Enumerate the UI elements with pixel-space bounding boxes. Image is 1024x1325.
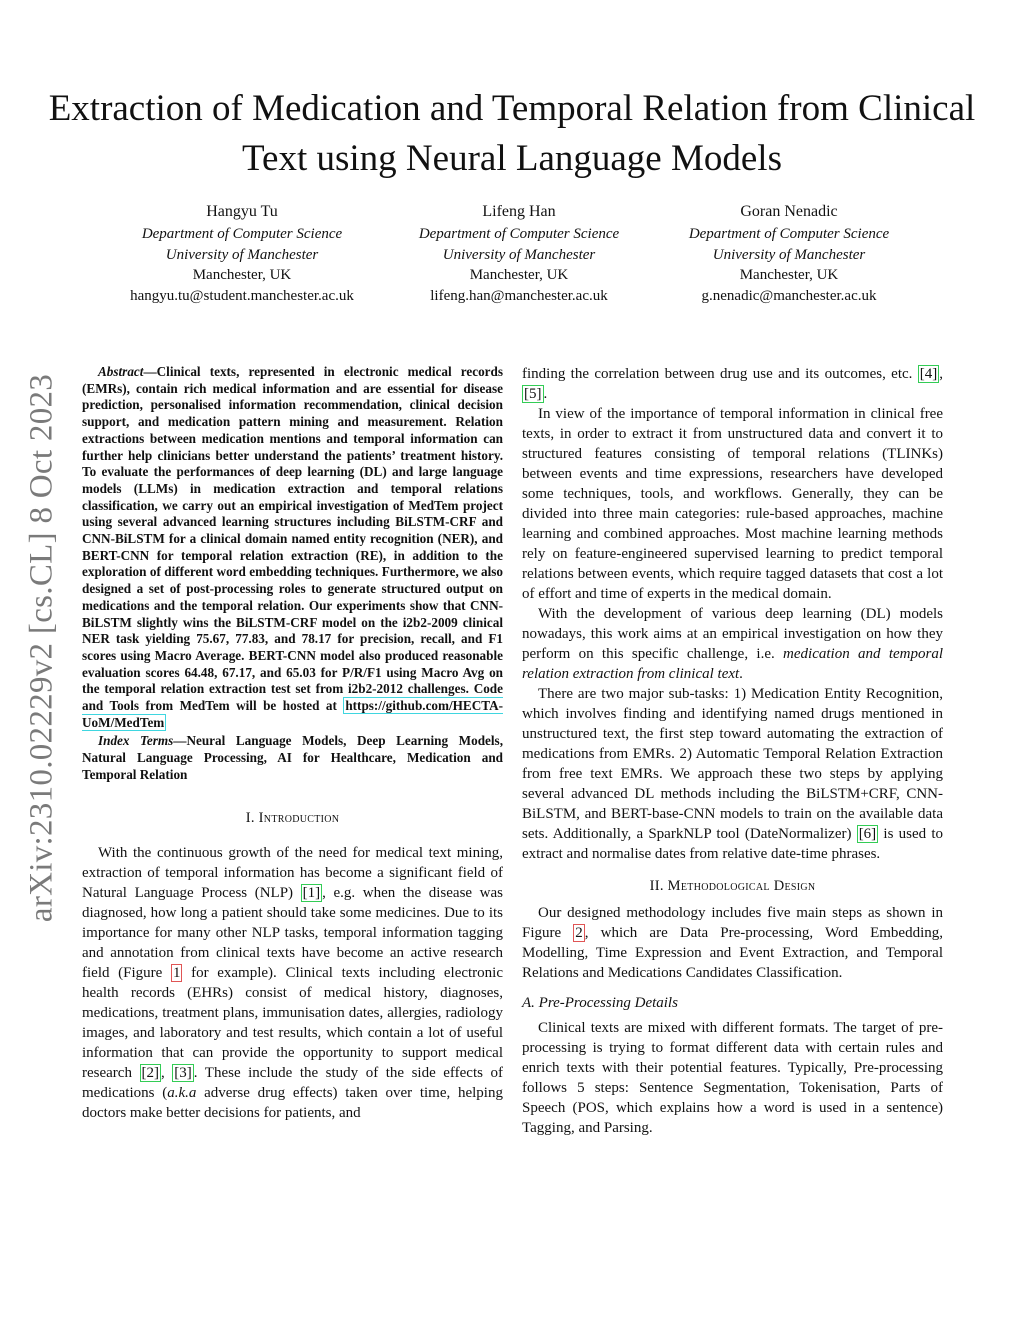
text-run: , which are Data Pre-processing, Word Embedding, Modelling, Time Expression and Event Extraction, and Temporal Relations and Medications Candidates Classification.	[522, 925, 943, 981]
author-name: Goran Nenadic	[740, 203, 838, 220]
author-university: University of Manchester	[165, 246, 319, 263]
author-department: Department of Computer Science	[688, 226, 890, 242]
text-run-italic: a.k.a	[167, 1084, 197, 1101]
right-column	[522, 364, 943, 1138]
abstract	[82, 364, 503, 731]
index-terms-label: Index Terms	[98, 733, 174, 749]
body-paragraph	[522, 684, 943, 864]
body-paragraph: In view of the importance of temporal information in clinical free texts, in order to extract it from unstructured data and convert it to structured features consisting of temporal relations (TLINKs) between events and time expressions, researchers have developed some techniques, tools, and workflows. Generally, they can be divided into three main categories: rule-based approaches, machine learning and combined approaches. Most machine learning methods rely on feature-engineered supervised learning to predict temporal relations between events, which require tagged datasets that cost a lot of effort and time of experts in the medical domain.	[522, 406, 943, 602]
author-email: hangyu.tu@student.manchester.ac.uk	[130, 287, 354, 304]
left-column	[82, 364, 503, 1123]
text-run: adverse drug effects) taken over time, helping doctors make better decisions for patients, and	[82, 1084, 503, 1121]
author-2	[369, 200, 669, 306]
text-run: ,	[161, 1064, 173, 1081]
text-run: .	[739, 666, 743, 682]
code-repository-link[interactable]: https://github.com/HECTA-UoM/MedTem	[82, 698, 503, 730]
author-name: Hangyu Tu	[206, 203, 278, 220]
section-heading-methodology: II. Methodological Design	[649, 878, 816, 894]
citation-link[interactable]: [6]	[858, 826, 877, 842]
introduction-paragraph	[82, 843, 503, 1123]
index-terms	[82, 733, 503, 783]
body-paragraph	[522, 604, 943, 684]
figure-reference-link[interactable]: 2	[575, 925, 583, 941]
text-run: .	[543, 386, 548, 402]
text-run: . These include the study of the side effects of medications (	[82, 1064, 503, 1101]
abstract-text: —Clinical texts, represented in electronic medical records (EMRs), contain rich medical information and are essential for disease prediction, personalised information recommendation, clinical decision support, and medication pattern mining and measurement. Relation extractions between medication mentions and temporal information can further help clinicians better understand the patients’ treatment history. To evaluate the performances of deep learning (DL) and large language models (LLMs) in medication extraction and temporal relations classification, we carry out an empirical investigation of MedTem project using several advanced learning structures including BiLSTM-CRF and CNN-BiLSTM for a clinical domain named entity recognition (NER), and BERT-CNN for temporal relation extraction (RE), in addition to the exploration of different word embedding techniques. Furthermore, we also designed a set of post-processing roles to generate structured output on medications and the temporal relation. Our experiments show that CNN-BiLSTM slightly wins the BiLSTM-CRF model on the i2b2-2009 clinical NER task yielding 75.67, 77.83, and 78.17 for precision, recall, and F1 scores using Macro Average. BERT-CNN model also produced reasonable evaluation scores 64.48, 67.17, and 65.03 for P/R/F1 using Macro Avg on the temporal relation extraction test set from i2b2-2012 challenges. Code and Tools from MedTem will be hosted at	[82, 364, 503, 714]
author-location: Manchester, UK	[739, 267, 839, 283]
author-university: University of Manchester	[442, 246, 596, 263]
author-1	[92, 200, 392, 306]
author-email: g.nenadic@manchester.ac.uk	[701, 287, 877, 304]
citation-link[interactable]: [2]	[141, 1064, 159, 1081]
citation-link[interactable]: [1]	[302, 884, 321, 901]
paper-title: Extraction of Medication and Temporal Relation from Clinical Text using Neural Language Models	[48, 88, 976, 179]
abstract-label: Abstract	[98, 364, 144, 379]
citation-link[interactable]: [5]	[524, 386, 542, 402]
author-department: Department of Computer Science	[418, 226, 620, 242]
text-run: for example). Clinical texts including electronic health records (EHRs) consist of medical history, diagnoses, medications, treatment plans, immunisation dates, allergies, radiology images, and laboratory and test results, which contain a lot of useful information that can provide the opportunity to support medical research	[82, 964, 503, 1081]
subsection-heading: A. Pre-Processing Details	[522, 995, 678, 1011]
author-department: Department of Computer Science	[141, 226, 343, 242]
author-location: Manchester, UK	[192, 267, 292, 283]
body-paragraph: Clinical texts are mixed with different formats. The target of pre-processing is trying to format different data with certain rules and enrich texts with their potential features. Typically, Pre-processing follows 5 steps: Sentence Segmentation, Tokenisation, Parts of Speech (POS, which explains how a word is used in a sentence) Tagging, and Parsing.	[522, 1020, 943, 1136]
text-run: With the development of various deep learning (DL) models nowadays, this work aims at an empirical investigation on how they perform on this specific challenge, i.e.	[522, 606, 943, 662]
section-heading-introduction: I. Introduction	[245, 809, 340, 826]
index-terms-text: —Neural Language Models, Deep Learning Models, Natural Language Processing, AI for Healthcare, Medication and Temporal Relation	[82, 733, 503, 782]
text-run: There are two major sub-tasks: 1) Medication Entity Recognition, which involves finding and identifying named drugs mentioned in unstructured text, the first step toward automating the extraction of medications from EMRs. 2) Automatic Temporal Relation Extraction from free text EMRs. We approach these two steps by applying several advanced DL methods including the BiLSTM+CRF, CNN-BiLSTM, and BERT-base-CNN models to train on the available data sets. Additionally, a SparkNLP tool (DateNormalizer)	[522, 686, 943, 842]
author-location: Manchester, UK	[469, 267, 569, 283]
citation-link[interactable]: [3]	[174, 1064, 192, 1081]
text-run: finding the correlation between drug use and its outcomes, etc.	[522, 366, 918, 382]
author-3	[639, 200, 939, 306]
arxiv-identifier: arXiv:2310.02229v2 [cs.CL] 8 Oct 2023	[23, 373, 60, 923]
continued-paragraph	[522, 364, 943, 404]
text-run: is used to extract and normalise dates from relative date-time phrases.	[522, 826, 943, 862]
citation-link[interactable]: [4]	[919, 366, 938, 382]
arxiv-sidebar	[22, 368, 62, 928]
author-name: Lifeng Han	[482, 203, 556, 220]
author-email: lifeng.han@manchester.ac.uk	[430, 287, 608, 304]
text-run-italic: medication and temporal relation extraction from clinical text	[522, 646, 943, 682]
figure-reference-link[interactable]: 1	[172, 964, 181, 981]
text-run: Our designed methodology includes five main steps as shown in Figure	[522, 905, 943, 941]
text-run: ,	[939, 366, 943, 382]
body-paragraph	[522, 903, 943, 983]
text-run: , e.g. when the disease was diagnosed, how long a patient should take some medicines. Due to its importance for many other NLP tasks, temporal information tagging and annotation from clinical texts have become an active research field (Figure	[82, 884, 503, 981]
text-run: With the continuous growth of the need for medical text mining, extraction of temporal information has become a significant field of Natural Language Process (NLP)	[82, 844, 503, 901]
author-university: University of Manchester	[712, 246, 866, 263]
